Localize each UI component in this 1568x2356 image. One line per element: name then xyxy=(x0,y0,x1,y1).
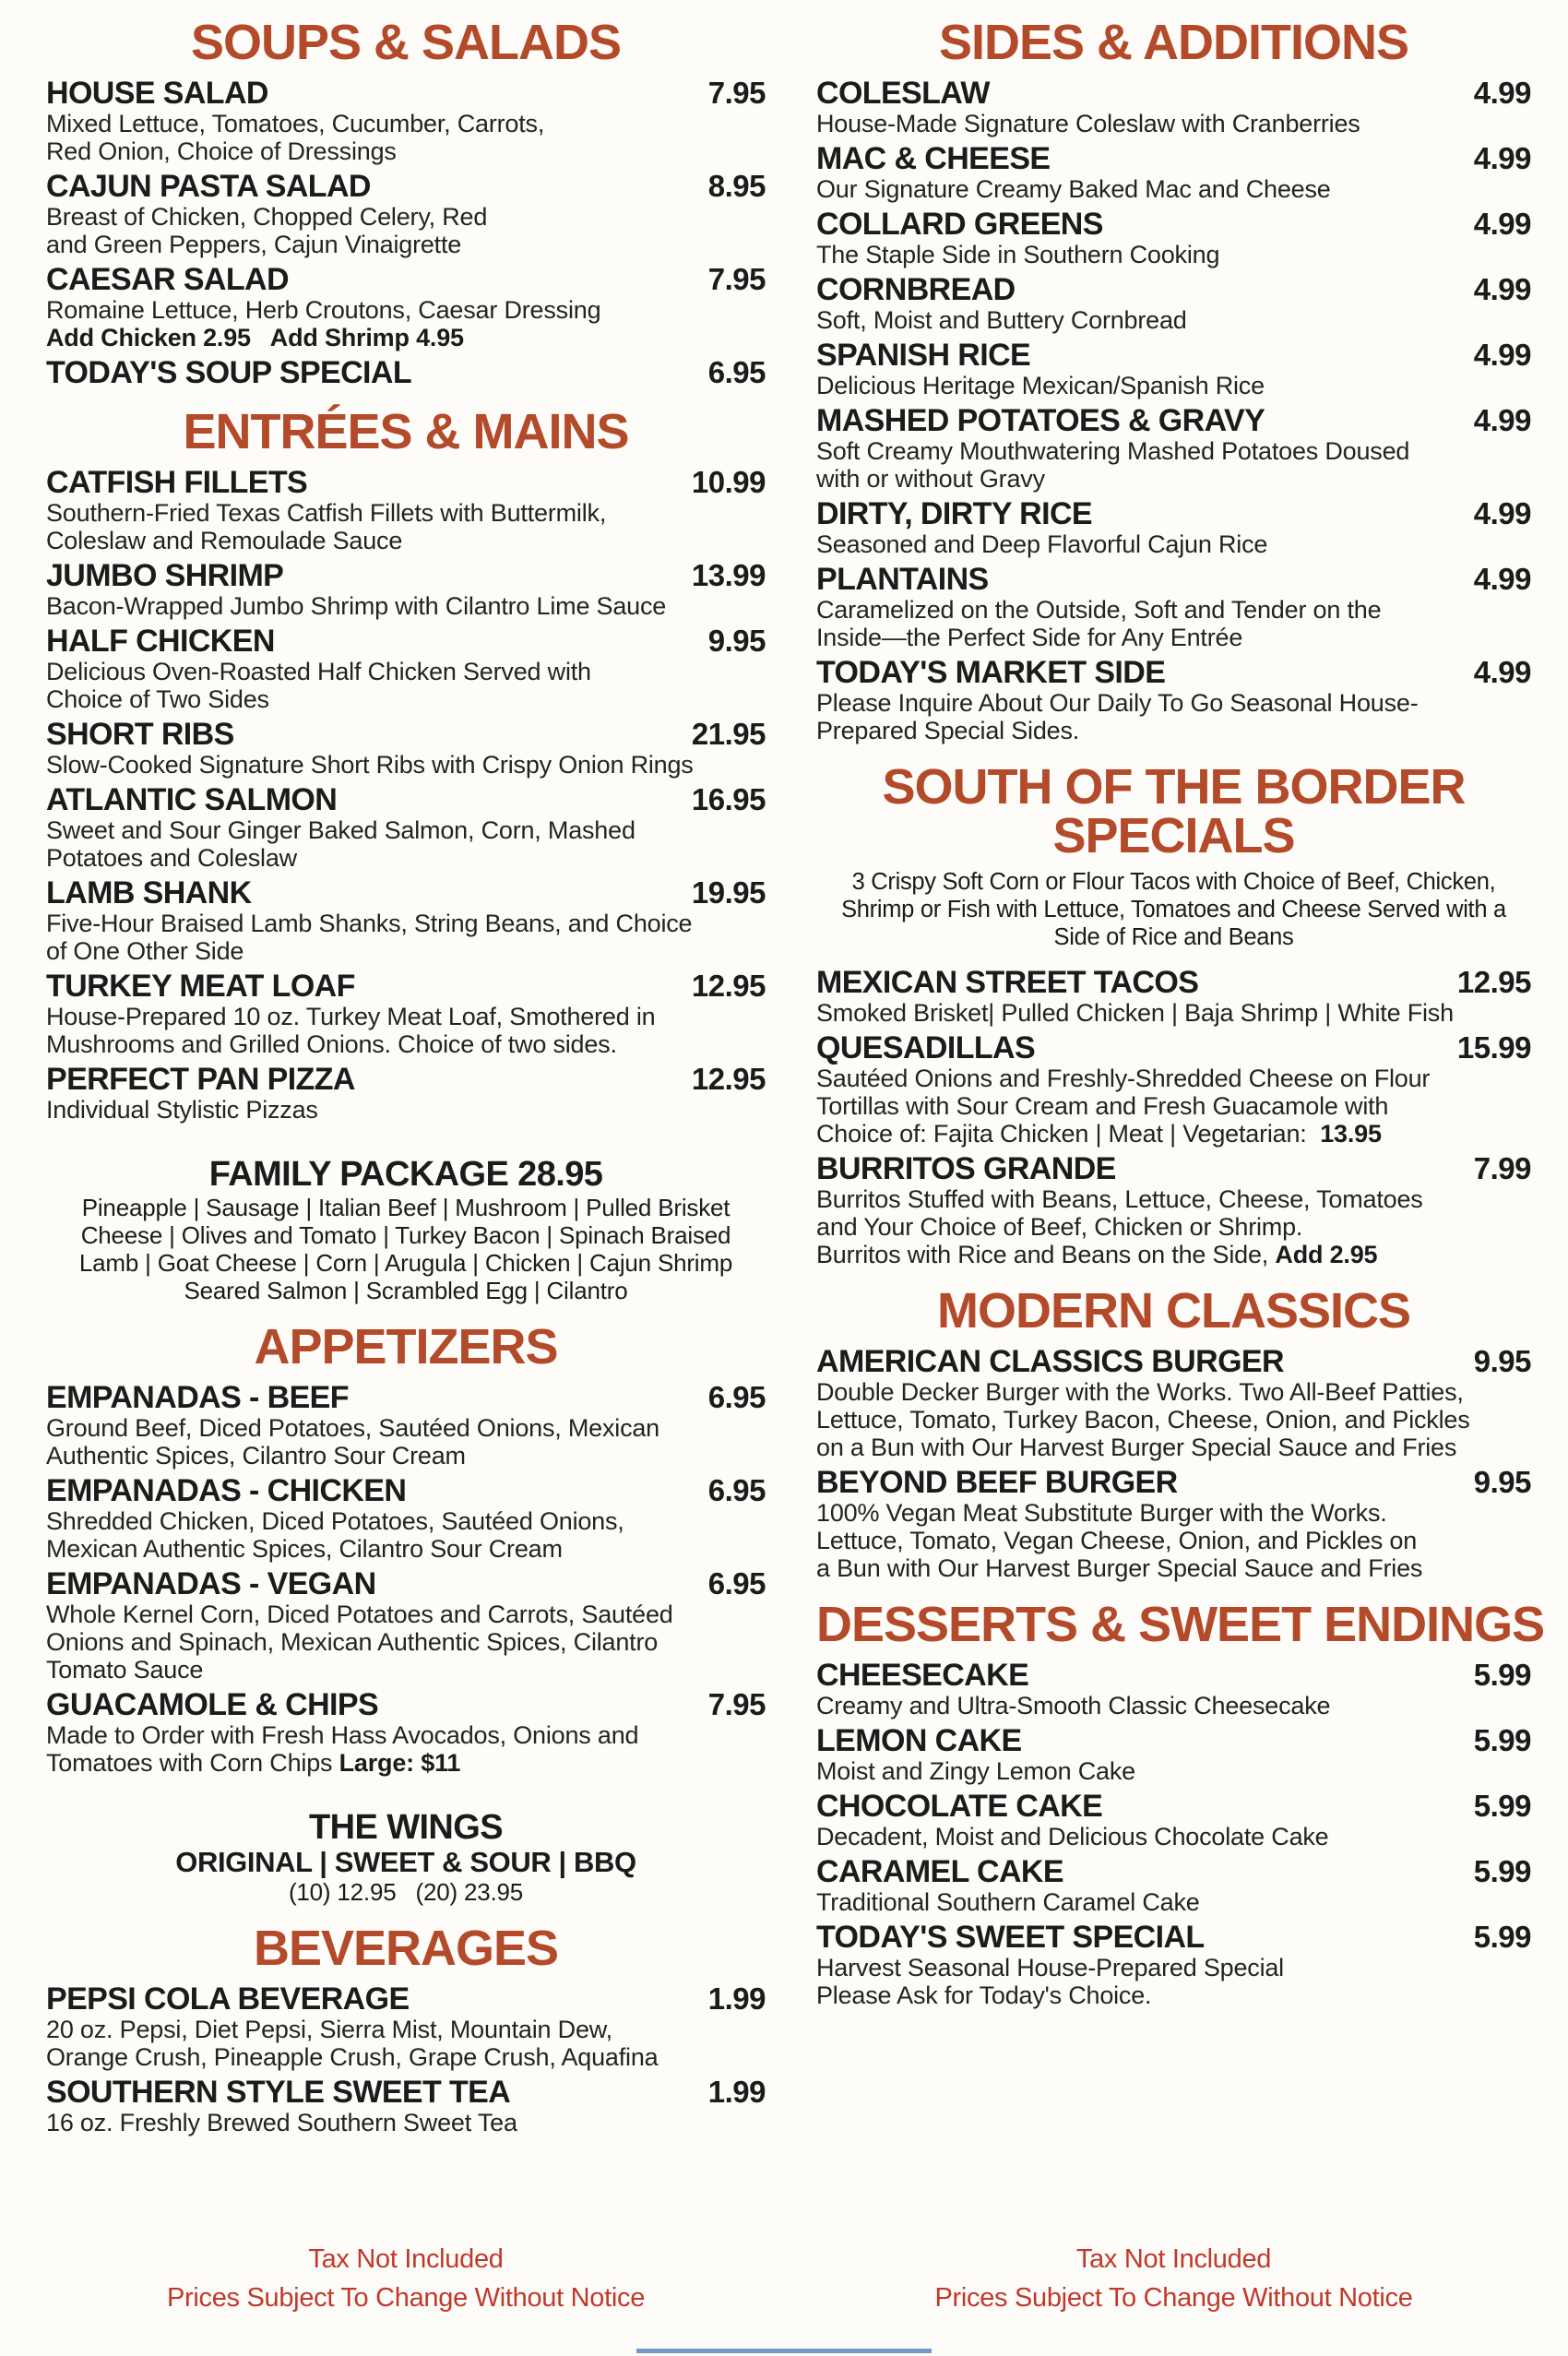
center-block-line: ORIGINAL | SWEET & SOUR | BBQ xyxy=(175,1845,636,1878)
item-description xyxy=(46,658,766,713)
section-header-line: SOUPS & SALADS xyxy=(190,15,622,70)
item-row xyxy=(816,1855,1531,1888)
bold-text: Add 2.95 xyxy=(1275,1240,1378,1268)
plain-text: Burritos with Rice and Beans on the Side, xyxy=(816,1240,1276,1268)
item-row xyxy=(46,263,766,296)
item-row xyxy=(46,77,766,110)
center-block-family-package-28-95 xyxy=(46,1155,766,1304)
item-name: BURRITOS GRANDE xyxy=(816,1150,1116,1186)
item-description xyxy=(816,175,1531,203)
item-price: 4.99 xyxy=(1473,271,1531,306)
menu-item xyxy=(46,1567,766,1684)
section-header xyxy=(816,15,1531,70)
item-name: SPANISH RICE xyxy=(816,337,1031,373)
item-description xyxy=(816,437,1531,493)
item-row xyxy=(46,718,766,751)
item-row xyxy=(816,1921,1531,1954)
menu-item xyxy=(816,656,1531,744)
item-row xyxy=(816,339,1531,372)
item-price: 12.95 xyxy=(1456,964,1531,999)
item-description xyxy=(46,751,766,779)
description-line: Sautéed Onions and Freshly-Shredded Cheese on Flour xyxy=(816,1064,1431,1092)
description-line: Choice of Two Sides xyxy=(46,684,269,713)
menu-item xyxy=(816,77,1531,137)
plain-text: Tomatoes with Corn Chips xyxy=(46,1748,339,1777)
item-price: 6.95 xyxy=(707,1565,766,1600)
item-name: SHORT RIBS xyxy=(46,716,234,752)
item-price: 6.95 xyxy=(707,354,766,389)
item-description xyxy=(816,1888,1531,1916)
item-name: CAESAR SALAD xyxy=(46,261,289,297)
item-price: 7.99 xyxy=(1473,1150,1531,1185)
item-name: EMPANADAS - BEEF xyxy=(46,1379,349,1415)
item-name: MEXICAN STREET TACOS xyxy=(816,964,1199,1000)
menu-item xyxy=(816,1790,1531,1850)
description-line: Creamy and Ultra-Smooth Classic Cheesecake xyxy=(816,1691,1331,1719)
item-description xyxy=(46,910,766,965)
item-row xyxy=(816,208,1531,241)
item-row xyxy=(46,356,766,389)
menu-item xyxy=(816,1855,1531,1916)
center-block-line: (10) 12.95 (20) 23.95 xyxy=(288,1877,524,1906)
intro-line: Side of Rice and Beans xyxy=(1053,923,1294,950)
menu-item xyxy=(46,718,766,779)
section-header-line: ENTRÉES & MAINS xyxy=(183,403,629,459)
menu-item xyxy=(816,1466,1531,1582)
item-name: CHOCOLATE CAKE xyxy=(816,1788,1103,1824)
item-price: 9.95 xyxy=(1473,1464,1531,1499)
item-row xyxy=(46,1567,766,1600)
item-description xyxy=(46,1721,766,1777)
item-price: 16.95 xyxy=(691,781,766,816)
item-row xyxy=(46,559,766,592)
item-name: PLANTAINS xyxy=(816,561,989,597)
item-description xyxy=(46,110,766,165)
item-description xyxy=(46,1003,766,1058)
intro-line: 3 Crispy Soft Corn or Flour Tacos with Choice of Beef, Chicken, xyxy=(851,868,1496,895)
item-price: 5.99 xyxy=(1473,1919,1531,1954)
item-row xyxy=(816,1345,1531,1378)
item-price: 5.99 xyxy=(1473,1657,1531,1692)
item-price: 9.95 xyxy=(707,623,766,658)
item-description xyxy=(46,203,766,258)
section-header xyxy=(46,403,766,459)
scan-artifact-line xyxy=(636,2349,932,2353)
description-line: Lettuce, Tomato, Turkey Bacon, Cheese, Onion, and Pickles xyxy=(816,1405,1470,1434)
item-description xyxy=(816,1692,1531,1719)
description-line: Soft Creamy Mouthwatering Mashed Potatoes Doused xyxy=(816,436,1410,465)
section-header xyxy=(46,1920,766,1976)
item-description xyxy=(816,372,1531,399)
item-row xyxy=(816,1466,1531,1499)
intro-line: Shrimp or Fish with Lettuce, Tomatoes and Cheese Served with a xyxy=(841,896,1506,922)
item-description xyxy=(816,1823,1531,1850)
description-line: Romaine Lettuce, Herb Croutons, Caesar Dressing xyxy=(46,295,601,324)
description-line: Soft, Moist and Buttery Cornbread xyxy=(816,305,1187,334)
description-line: Authentic Spices, Cilantro Sour Cream xyxy=(46,1441,466,1470)
item-description xyxy=(816,1954,1531,2009)
description-line: Traditional Southern Caramel Cake xyxy=(816,1887,1200,1916)
menu-item xyxy=(816,142,1531,203)
item-description xyxy=(816,110,1531,137)
menu-item xyxy=(816,273,1531,334)
plain-text: Choice of: Fajita Chicken | Meat | Vegetarian: xyxy=(816,1119,1321,1148)
center-block-line: Cheese | Olives and Tomato | Turkey Bacon | Spinach Braised xyxy=(80,1220,731,1249)
section-header xyxy=(816,1596,1545,1652)
description-line: Mexican Authentic Spices, Cilantro Sour Cream xyxy=(46,1534,563,1563)
menu-item xyxy=(816,404,1531,493)
menu-item xyxy=(46,1063,766,1124)
menu-item xyxy=(46,77,766,165)
description-line: Southern-Fried Texas Catfish Fillets with Buttermilk, xyxy=(46,498,607,527)
item-row xyxy=(816,656,1531,689)
item-price: 21.95 xyxy=(691,716,766,751)
menu-item xyxy=(46,1982,766,2071)
footer-line: Tax Not Included xyxy=(308,2244,504,2274)
menu-item xyxy=(816,1724,1531,1785)
item-name: JUMBO SHRIMP xyxy=(46,557,284,593)
description-line xyxy=(816,1120,1531,1148)
description-line: Slow-Cooked Signature Short Ribs with Crispy Onion Rings xyxy=(46,750,694,779)
section-header-line: APPETIZERS xyxy=(254,1318,558,1374)
item-price: 4.99 xyxy=(1473,654,1531,689)
item-row xyxy=(816,404,1531,437)
item-name: GUACAMOLE & CHIPS xyxy=(46,1686,379,1722)
menu-item xyxy=(816,1152,1531,1268)
right-column xyxy=(816,0,1545,2014)
footer-line: Tax Not Included xyxy=(1075,2244,1272,2274)
menu-item xyxy=(46,970,766,1058)
item-price: 13.99 xyxy=(691,557,766,592)
menu-item xyxy=(816,1031,1531,1148)
item-name: TODAY'S MARKET SIDE xyxy=(816,654,1166,690)
description-line: Shredded Chicken, Diced Potatoes, Sautéed Onions, xyxy=(46,1506,624,1535)
section-header xyxy=(46,15,766,70)
item-name: HALF CHICKEN xyxy=(46,623,275,659)
item-row xyxy=(816,142,1531,175)
item-name: CATFISH FILLETS xyxy=(46,464,308,500)
item-name: COLLARD GREENS xyxy=(816,206,1103,242)
item-description xyxy=(816,1185,1531,1268)
section-header xyxy=(816,758,1531,863)
description-line: Breast of Chicken, Chopped Celery, Red xyxy=(46,202,488,231)
item-price: 10.99 xyxy=(691,464,766,499)
item-row xyxy=(816,1790,1531,1823)
item-description xyxy=(46,1414,766,1470)
section-header-line: DESSERTS & SWEET ENDINGS xyxy=(816,1596,1545,1652)
center-block-the-wings xyxy=(46,1808,766,1906)
description-line: Harvest Seasonal House-Prepared Special xyxy=(816,1953,1284,1981)
item-row xyxy=(816,1152,1531,1185)
menu-item xyxy=(816,1345,1531,1461)
description-line: a Bun with Our Harvest Burger Special Sauce and Fries xyxy=(816,1553,1423,1582)
menu-item xyxy=(816,208,1531,268)
description-line: Lettuce, Tomato, Vegan Cheese, Onion, and Pickles on xyxy=(816,1526,1418,1554)
item-row xyxy=(816,497,1531,530)
description-line: Ground Beef, Diced Potatoes, Sautéed Onions, Mexican xyxy=(46,1413,659,1442)
description-line: Our Signature Creamy Baked Mac and Cheese xyxy=(816,174,1331,203)
item-name: TURKEY MEAT LOAF xyxy=(46,968,355,1004)
description-line: Coleslaw and Remoulade Sauce xyxy=(46,526,403,554)
description-line: 16 oz. Freshly Brewed Southern Sweet Tea xyxy=(46,2108,517,2136)
description-line: Seasoned and Deep Flavorful Cajun Rice xyxy=(816,530,1268,558)
item-name: EMPANADAS - VEGAN xyxy=(46,1565,376,1601)
item-row xyxy=(46,970,766,1003)
description-line: Delicious Oven-Roasted Half Chicken Served with xyxy=(46,657,591,685)
description-line: Sweet and Sour Ginger Baked Salmon, Corn, Mashed xyxy=(46,815,636,844)
menu-item xyxy=(816,339,1531,399)
item-price: 12.95 xyxy=(691,968,766,1003)
description-line: with or without Gravy xyxy=(816,464,1045,493)
description-line: Bacon-Wrapped Jumbo Shrimp with Cilantro Lime Sauce xyxy=(46,591,667,620)
item-price: 7.95 xyxy=(707,1686,766,1721)
description-line: Caramelized on the Outside, Soft and Tender on the xyxy=(816,595,1382,624)
menu-item xyxy=(46,170,766,258)
item-name: BEYOND BEEF BURGER xyxy=(816,1464,1178,1500)
item-name: CARAMEL CAKE xyxy=(816,1853,1063,1889)
item-name: PEPSI COLA BEVERAGE xyxy=(46,1981,410,2017)
bold-text: Large: $11 xyxy=(339,1748,461,1777)
item-name: COLESLAW xyxy=(816,75,990,111)
item-row xyxy=(46,1063,766,1096)
menu-item xyxy=(46,559,766,620)
description-line xyxy=(46,324,766,351)
description-line: Made to Order with Fresh Hass Avocados, Onions and xyxy=(46,1720,639,1749)
menu-item xyxy=(816,1659,1531,1719)
item-name: PERFECT PAN PIZZA xyxy=(46,1061,355,1097)
item-name: LEMON CAKE xyxy=(816,1722,1022,1758)
item-row xyxy=(46,2076,766,2109)
description-line: Five-Hour Braised Lamb Shanks, String Beans, and Choice xyxy=(46,909,693,937)
item-price: 4.99 xyxy=(1473,75,1531,110)
item-row xyxy=(816,77,1531,110)
description-line: Double Decker Burger with the Works. Two All-Beef Patties, xyxy=(816,1377,1464,1406)
item-name: CHEESECAKE xyxy=(816,1657,1029,1693)
item-price: 4.99 xyxy=(1473,495,1531,530)
item-description xyxy=(816,530,1531,558)
menu-item xyxy=(46,625,766,713)
left-column xyxy=(46,0,766,2141)
center-block-line: Lamb | Goat Cheese | Corn | Arugula | Chicken | Cajun Shrimp xyxy=(78,1248,733,1277)
item-row xyxy=(46,1688,766,1721)
menu-item xyxy=(46,1688,766,1777)
description-line: Smoked Brisket| Pulled Chicken | Baja Shrimp | White Fish xyxy=(816,998,1454,1027)
item-price: 19.95 xyxy=(691,875,766,910)
item-description xyxy=(816,999,1531,1027)
menu-item xyxy=(46,263,766,351)
description-line: Whole Kernel Corn, Diced Potatoes and Carrots, Sautéed xyxy=(46,1600,673,1628)
description-line: Tortillas with Sour Cream and Fresh Guacamole with xyxy=(816,1091,1389,1120)
menu-item xyxy=(46,1474,766,1563)
menu-item xyxy=(816,966,1531,1027)
description-line: Mushrooms and Grilled Onions. Choice of two sides. xyxy=(46,1029,617,1058)
center-block-line: Pineapple | Sausage | Italian Beef | Mushroom | Pulled Brisket xyxy=(81,1193,731,1221)
item-row xyxy=(816,966,1531,999)
center-block-title: FAMILY PACKAGE 28.95 xyxy=(208,1154,603,1194)
item-name: MASHED POTATOES & GRAVY xyxy=(816,402,1265,438)
section-header-line: MODERN CLASSICS xyxy=(936,1282,1411,1339)
section-header xyxy=(46,1318,766,1374)
footer-note-left xyxy=(46,2240,766,2317)
item-name: SOUTHERN STYLE SWEET TEA xyxy=(46,2074,511,2110)
item-row xyxy=(46,466,766,499)
menu-item xyxy=(816,497,1531,558)
menu-item xyxy=(46,466,766,554)
section-header-line: SOUTH OF THE BORDER xyxy=(882,758,1466,815)
item-row xyxy=(816,1724,1531,1757)
item-description xyxy=(816,306,1531,334)
item-price: 4.99 xyxy=(1473,561,1531,596)
menu-item xyxy=(46,356,766,389)
item-row xyxy=(46,1381,766,1414)
item-name: MAC & CHEESE xyxy=(816,140,1051,176)
center-block-line: Seared Salmon | Scrambled Egg | Cilantro xyxy=(184,1276,628,1304)
section-header-line: SPECIALS xyxy=(1052,807,1295,863)
description-line: House-Made Signature Coleslaw with Cranberries xyxy=(816,109,1360,137)
description-line: Onions and Spinach, Mexican Authentic Spices, Cilantro xyxy=(46,1627,659,1656)
item-row xyxy=(46,1474,766,1507)
item-price: 4.99 xyxy=(1473,337,1531,372)
item-description xyxy=(46,2109,766,2136)
item-row xyxy=(46,625,766,658)
item-row xyxy=(816,563,1531,596)
description-line: and Your Choice of Beef, Chicken or Shrimp. xyxy=(816,1212,1303,1241)
menu-item xyxy=(46,1381,766,1470)
section-header-line: SIDES & ADDITIONS xyxy=(938,15,1409,70)
item-row xyxy=(46,876,766,910)
description-line xyxy=(46,1749,766,1777)
footer-line: Prices Subject To Change Without Notice xyxy=(166,2283,646,2313)
item-price: 6.95 xyxy=(707,1472,766,1507)
description-line: Individual Stylistic Pizzas xyxy=(46,1095,318,1124)
item-name: CAJUN PASTA SALAD xyxy=(46,168,371,204)
description-line: Inside—the Perfect Side for Any Entrée xyxy=(816,623,1243,651)
item-price: 7.95 xyxy=(707,261,766,296)
center-block-title: THE WINGS xyxy=(309,1807,503,1847)
item-price: 5.99 xyxy=(1473,1722,1531,1757)
item-price: 12.95 xyxy=(691,1061,766,1096)
description-line: Please Inquire About Our Daily To Go Seasonal House- xyxy=(816,688,1419,717)
item-name: AMERICAN CLASSICS BURGER xyxy=(816,1343,1284,1379)
description-line: Mixed Lettuce, Tomatoes, Cucumber, Carrots, xyxy=(46,109,545,137)
item-description xyxy=(46,296,766,351)
description-line: Red Onion, Choice of Dressings xyxy=(46,137,397,165)
item-description xyxy=(816,241,1531,268)
item-description xyxy=(816,596,1531,651)
item-name: CORNBREAD xyxy=(816,271,1016,307)
item-description xyxy=(816,689,1531,744)
item-name: TODAY'S SWEET SPECIAL xyxy=(816,1919,1205,1955)
description-line: of One Other Side xyxy=(46,936,244,965)
item-name: HOUSE SALAD xyxy=(46,75,268,111)
item-description xyxy=(46,1507,766,1563)
description-line xyxy=(816,1241,1531,1268)
footer-note-right xyxy=(816,2240,1531,2317)
item-price: 6.95 xyxy=(707,1379,766,1414)
item-price: 9.95 xyxy=(1473,1343,1531,1378)
item-description xyxy=(46,1600,766,1684)
description-line: Please Ask for Today's Choice. xyxy=(816,1981,1152,2009)
item-description xyxy=(816,1499,1531,1582)
item-row xyxy=(46,170,766,203)
description-line: Moist and Zingy Lemon Cake xyxy=(816,1756,1135,1785)
item-price: 5.99 xyxy=(1473,1788,1531,1823)
description-line: 100% Vegan Meat Substitute Burger with the Works. xyxy=(816,1498,1387,1527)
menu-item xyxy=(46,783,766,872)
item-price: 4.99 xyxy=(1473,140,1531,175)
bold-text: 13.95 xyxy=(1320,1119,1382,1148)
item-name: QUESADILLAS xyxy=(816,1029,1036,1065)
item-price: 15.99 xyxy=(1456,1029,1531,1065)
item-description xyxy=(46,1096,766,1124)
item-description xyxy=(816,1065,1531,1148)
item-price: 5.99 xyxy=(1473,1853,1531,1888)
description-line: House-Prepared 10 oz. Turkey Meat Loaf, Smothered in xyxy=(46,1002,656,1030)
menu-item xyxy=(46,876,766,965)
section-intro xyxy=(816,868,1531,951)
item-description xyxy=(46,592,766,620)
item-name: LAMB SHANK xyxy=(46,875,252,910)
description-line: Prepared Special Sides. xyxy=(816,716,1080,744)
item-price: 4.99 xyxy=(1473,402,1531,437)
description-line: Tomato Sauce xyxy=(46,1655,204,1684)
menu-item xyxy=(816,563,1531,651)
description-line: on a Bun with Our Harvest Burger Special Sauce and Fries xyxy=(816,1433,1457,1461)
item-row xyxy=(816,1659,1531,1692)
section-header-line: BEVERAGES xyxy=(253,1920,559,1976)
item-price: 7.95 xyxy=(707,75,766,110)
item-description xyxy=(816,1757,1531,1785)
item-row xyxy=(46,783,766,816)
item-row xyxy=(46,1982,766,2016)
bold-text: Add Chicken 2.95 Add Shrimp 4.95 xyxy=(46,323,464,351)
description-line: Decadent, Moist and Delicious Chocolate Cake xyxy=(816,1822,1329,1850)
item-name: EMPANADAS - CHICKEN xyxy=(46,1472,407,1508)
menu-item xyxy=(46,2076,766,2136)
item-description xyxy=(816,1378,1531,1461)
item-price: 8.95 xyxy=(707,168,766,203)
item-price: 4.99 xyxy=(1473,206,1531,241)
item-name: ATLANTIC SALMON xyxy=(46,781,338,817)
description-line: and Green Peppers, Cajun Vinaigrette xyxy=(46,230,462,258)
item-price: 1.99 xyxy=(707,1981,766,2016)
section-header xyxy=(816,1282,1531,1339)
item-row xyxy=(816,1031,1531,1065)
item-description xyxy=(46,499,766,554)
item-name: DIRTY, DIRTY RICE xyxy=(816,495,1092,531)
item-name: TODAY'S SOUP SPECIAL xyxy=(46,354,412,390)
item-row xyxy=(816,273,1531,306)
footer-line: Prices Subject To Change Without Notice xyxy=(934,2283,1413,2313)
item-description xyxy=(46,816,766,872)
description-line: Orange Crush, Pineapple Crush, Grape Crush, Aquafina xyxy=(46,2042,659,2071)
description-line: 20 oz. Pepsi, Diet Pepsi, Sierra Mist, Mountain Dew, xyxy=(46,2015,612,2043)
menu-item xyxy=(816,1921,1531,2009)
description-line: Potatoes and Coleslaw xyxy=(46,843,297,872)
item-description xyxy=(46,2016,766,2071)
description-line: The Staple Side in Southern Cooking xyxy=(816,240,1220,268)
description-line: Burritos Stuffed with Beans, Lettuce, Cheese, Tomatoes xyxy=(816,1184,1423,1213)
item-price: 1.99 xyxy=(707,2074,766,2109)
description-line: Delicious Heritage Mexican/Spanish Rice xyxy=(816,371,1265,399)
